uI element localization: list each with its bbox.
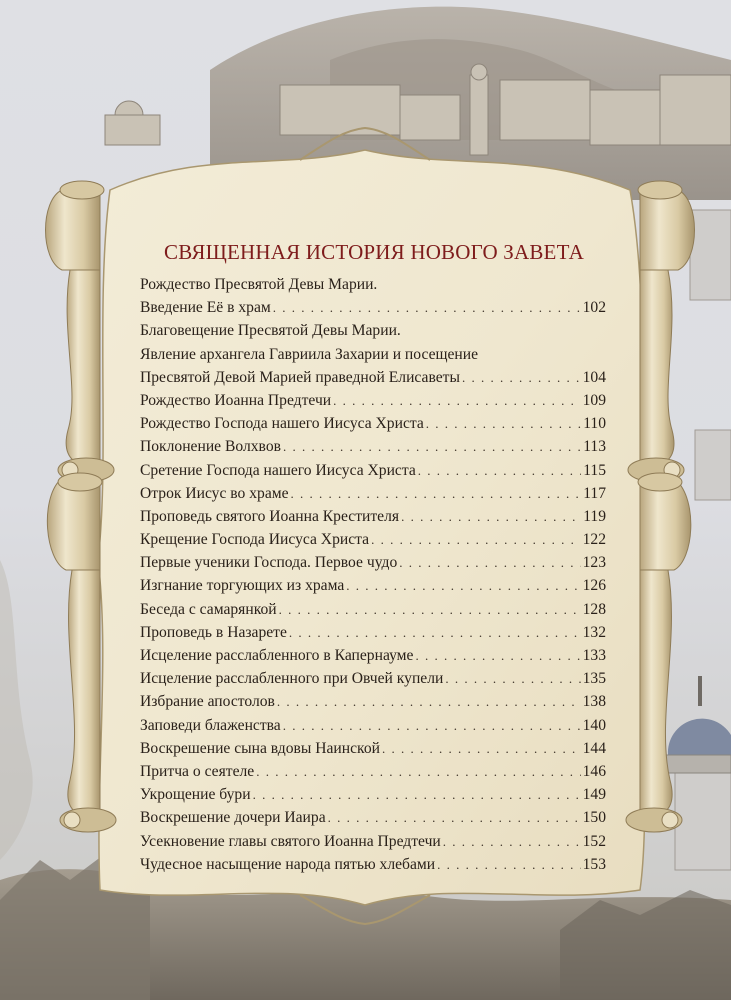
toc-entry-title: Явление архангела Гавриила Захарии и посещение [140, 345, 479, 363]
toc-entry-page: 150 [582, 809, 606, 827]
toc-entry-title: Изгнание торгующих из храма [140, 577, 345, 595]
dot-leader [328, 806, 581, 829]
toc-entry-title: Проповедь святого Иоанна Крестителя [140, 507, 400, 525]
toc-entry-page: 135 [582, 670, 606, 688]
toc-entry-title: Избрание апостолов [140, 693, 275, 711]
dot-leader [371, 528, 581, 551]
toc-entry[interactable] [140, 505, 606, 528]
toc-entry[interactable] [140, 551, 606, 574]
toc-entry[interactable] [140, 459, 606, 482]
dot-leader [291, 482, 582, 505]
toc-entry[interactable] [140, 760, 606, 783]
toc-entry-page: 146 [582, 762, 606, 780]
toc-entry-page: 126 [582, 577, 606, 595]
toc-entry-page: 153 [582, 855, 606, 873]
toc-entry-title: Проповедь в Назарете [140, 623, 287, 641]
toc-entry-title: Чудесное насыщение народа пятью хлебами [140, 855, 436, 873]
toc-entry-page: 123 [582, 554, 606, 572]
toc-entry[interactable] [140, 830, 606, 853]
toc-entry-title: Первые ученики Господа. Первое чудо [140, 554, 398, 572]
toc-entry[interactable] [140, 644, 606, 667]
toc-entry-title: Исцеление расслабленного при Овчей купели [140, 670, 444, 688]
toc-entry-title: Рождество Пресвятой Девы Марии. [140, 276, 378, 293]
toc-entry-page: 122 [582, 531, 606, 549]
toc-entry-title: Крещение Господа Иисуса Христа [140, 531, 370, 549]
toc-entry-page: 119 [583, 507, 606, 525]
toc-entry-page: 104 [582, 368, 606, 386]
toc-entry-title: Воскрешение дочери Иаира [140, 809, 326, 827]
dot-leader [462, 366, 581, 389]
toc-entry-page: 132 [582, 623, 606, 641]
toc-entry-page: 128 [582, 600, 606, 618]
toc-entry[interactable] [140, 598, 606, 621]
toc-entry[interactable] [140, 482, 606, 505]
dot-leader [289, 621, 581, 644]
toc-entry-page: 144 [582, 739, 606, 757]
dot-leader [415, 644, 580, 667]
toc-entry-page: 109 [582, 391, 606, 409]
toc-entry-title: Исцеление расслабленного в Капернауме [140, 647, 414, 664]
toc-entry[interactable] [140, 574, 606, 597]
toc-entry-title: Притча о сеятеле [140, 762, 255, 780]
toc-entry-page: 140 [582, 716, 606, 734]
toc-entry[interactable] [140, 621, 606, 644]
dot-leader [418, 459, 581, 482]
toc-entry[interactable] [140, 783, 606, 806]
toc-entry-title: Укрощение бури [140, 786, 251, 804]
dot-leader [283, 714, 581, 737]
table-of-contents [140, 240, 606, 876]
toc-entry[interactable] [140, 737, 606, 760]
toc-entry[interactable] [140, 690, 606, 713]
toc-entry-page: 152 [582, 832, 606, 850]
dot-leader [283, 435, 581, 458]
toc-entry-title: Беседа с самарянкой [140, 600, 277, 618]
toc-entry[interactable] [140, 319, 606, 342]
dot-leader [256, 760, 580, 783]
toc-entry-page: 115 [583, 461, 606, 479]
dot-leader [346, 574, 580, 597]
toc-entry[interactable] [140, 389, 606, 412]
dot-leader [399, 551, 580, 574]
dot-leader [401, 505, 581, 528]
toc-entry[interactable] [140, 806, 606, 829]
toc-entry-page: 110 [583, 415, 606, 433]
toc-entry-page: 149 [582, 786, 606, 804]
toc-entry[interactable] [140, 435, 606, 458]
toc-entry-title: Сретение Господа нашего Иисуса Христа [140, 461, 416, 479]
toc-list [140, 273, 606, 876]
toc-entry[interactable] [140, 853, 606, 876]
toc-entry[interactable] [140, 412, 606, 435]
toc-entry[interactable] [140, 273, 606, 296]
toc-entry-page: 138 [582, 693, 606, 711]
toc-entry-title: Усекновение главы святого Иоанна Предтечи [140, 832, 441, 850]
toc-entry[interactable] [140, 528, 606, 551]
toc-entry-title: Благовещение Пресвятой Девы Марии. [140, 322, 401, 340]
toc-entry-title: Отрок Иисус во храме [140, 484, 289, 502]
toc-entry[interactable] [140, 296, 606, 319]
dot-leader [279, 598, 581, 621]
toc-entry[interactable] [140, 366, 606, 389]
section-title: СВЯЩЕННАЯ ИСТОРИЯ НОВОГО ЗАВЕТА [164, 240, 584, 264]
toc-entry-page: 102 [582, 299, 606, 317]
toc-entry-title: Заповеди блаженства [140, 716, 281, 734]
dot-leader [445, 667, 580, 690]
dot-leader [277, 690, 581, 713]
toc-entry-page: 117 [583, 484, 606, 502]
toc-entry-title: Рождество Иоанна Предтечи [140, 391, 332, 409]
dot-leader [443, 830, 581, 853]
toc-entry-title: Пресвятой Девой Марией праведной Елисаветы [140, 368, 460, 386]
dot-leader [382, 737, 581, 760]
dot-leader [253, 783, 581, 806]
toc-entry-title: Введение Её в храм [140, 299, 271, 317]
dot-leader [333, 389, 580, 412]
toc-entry[interactable] [140, 714, 606, 737]
dot-leader [273, 296, 581, 319]
dot-leader [437, 853, 581, 876]
toc-entry-title: Рождество Господа нашего Иисуса Христа [140, 415, 424, 433]
toc-entry[interactable] [140, 343, 606, 366]
toc-entry-title: Поклонение Волхвов [140, 438, 281, 456]
toc-entry-page: 113 [583, 438, 606, 456]
toc-entry[interactable] [140, 667, 606, 690]
dot-leader [426, 412, 581, 435]
toc-entry-title: Воскрешение сына вдовы Наинской [140, 739, 380, 757]
toc-entry-page: 133 [582, 647, 606, 664]
